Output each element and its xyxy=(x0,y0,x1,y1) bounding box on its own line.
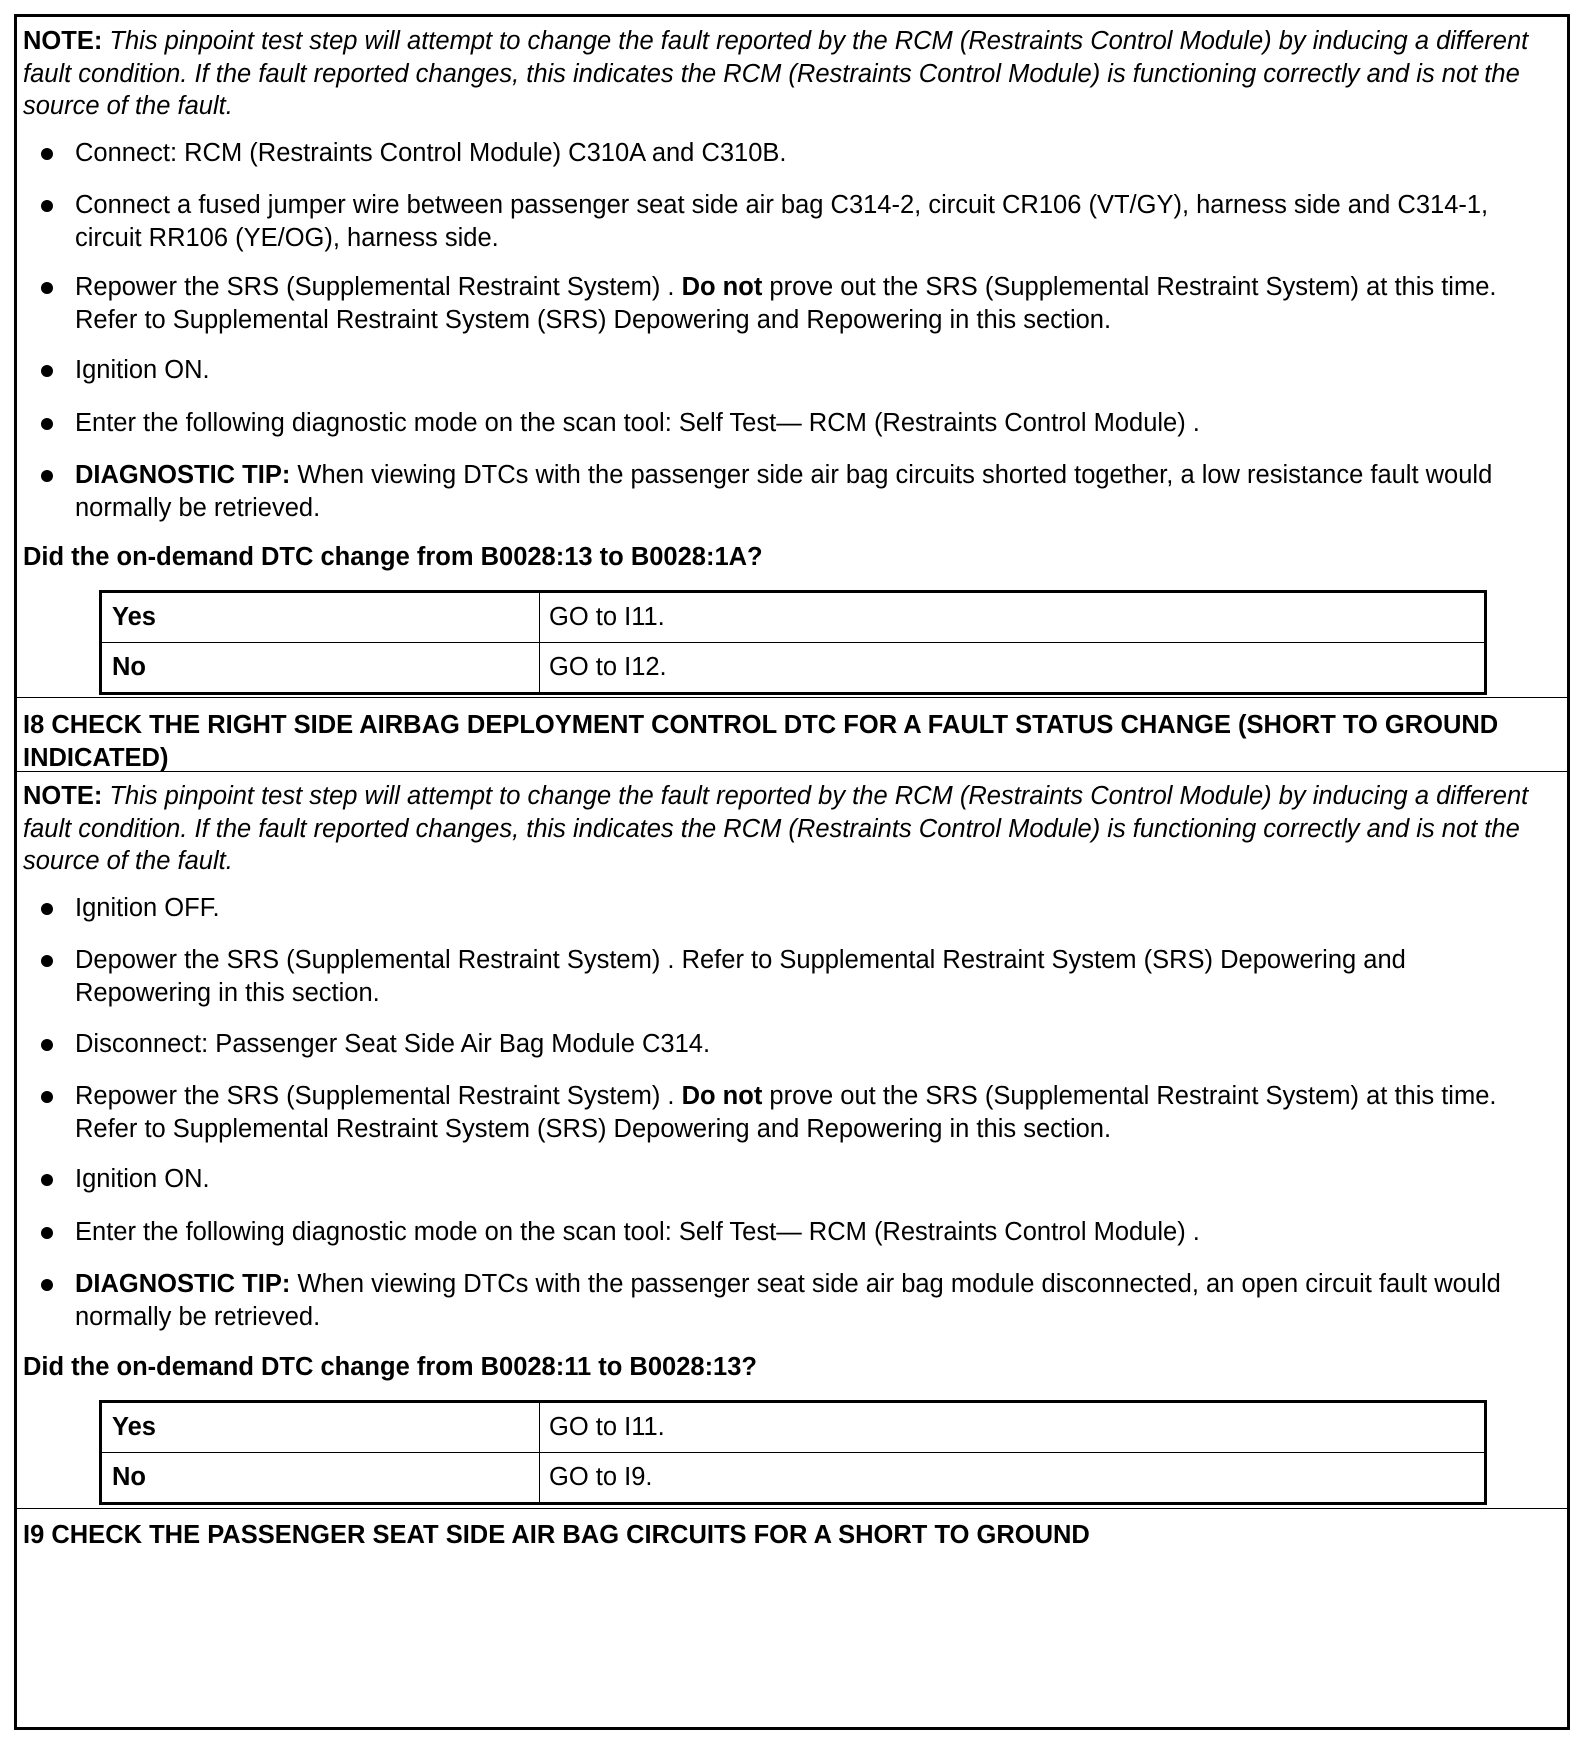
step-text: Ignition ON. xyxy=(75,1165,210,1193)
bullet-icon xyxy=(41,1091,53,1103)
answer-row-yes xyxy=(102,593,1484,643)
step-depower-srs xyxy=(75,944,1537,1009)
step-heading-i8: I8 CHECK THE RIGHT SIDE AIRBAG DEPLOYMENT CONTROL DTC FOR A FAULT STATUS CHANGE (SHORT TO GROUND INDICATED) xyxy=(23,711,1499,772)
answer-label: No xyxy=(112,1463,146,1491)
step-ignition-off xyxy=(75,892,1537,925)
bullet-icon xyxy=(41,1039,53,1051)
note-lead: NOTE: xyxy=(23,782,103,810)
answer-action: GO to I11. xyxy=(549,603,665,631)
note-block-1 xyxy=(23,25,1553,123)
step-repower-srs xyxy=(75,271,1537,336)
column-divider xyxy=(539,593,540,692)
bullet-icon xyxy=(41,903,53,915)
answer-action: GO to I11. xyxy=(549,1413,665,1441)
tip-text: When viewing DTCs with the passenger side air bag circuits shorted together, a low resistance fault would normally be retrieved. xyxy=(75,461,1493,522)
question-1: Did the on-demand DTC change from B0028:13 to B0028:1A? xyxy=(23,543,763,571)
step-heading-i9: I9 CHECK THE PASSENGER SEAT SIDE AIR BAG CIRCUITS FOR A SHORT TO GROUND xyxy=(23,1521,1090,1549)
bullet-icon xyxy=(41,470,53,482)
answer-label: No xyxy=(112,653,146,681)
procedure-page xyxy=(14,14,1570,1730)
step-text: Connect: RCM (Restraints Control Module) C310A and C310B. xyxy=(75,139,787,167)
tip-lead: DIAGNOSTIC TIP: xyxy=(75,1270,291,1298)
step-emphasis: Do not xyxy=(681,273,763,301)
bullet-icon xyxy=(41,1227,53,1239)
answer-row-no xyxy=(102,642,1484,693)
step-text: Connect a fused jumper wire between passenger seat side air bag C314-2, circuit CR106 (VT/GY), harness side and C314-1, circuit RR106 (YE/OG), harness side. xyxy=(75,191,1489,252)
step-disconnect-c314 xyxy=(75,1028,1537,1061)
step-text: Enter the following diagnostic mode on the scan tool: Self Test— RCM (Restraints Control Module) . xyxy=(75,1218,1200,1246)
answer-row-yes xyxy=(102,1403,1484,1453)
step-diagnostic-tip xyxy=(75,459,1537,524)
answer-table-2 xyxy=(99,1400,1487,1505)
bullet-icon xyxy=(41,1279,53,1291)
step-text-before: Repower the SRS (Supplemental Restraint System) . xyxy=(75,273,682,301)
bullet-icon xyxy=(41,200,53,212)
answer-label: Yes xyxy=(112,603,156,631)
answer-row-no xyxy=(102,1452,1484,1503)
question-2: Did the on-demand DTC change from B0028:11 to B0028:13? xyxy=(23,1353,757,1381)
bullet-icon xyxy=(41,282,53,294)
bullet-icon xyxy=(41,955,53,967)
step-text-before: Repower the SRS (Supplemental Restraint System) . xyxy=(75,1082,682,1110)
step-text: Disconnect: Passenger Seat Side Air Bag Module C314. xyxy=(75,1030,711,1058)
answer-action: GO to I12. xyxy=(549,653,667,681)
step-text: Enter the following diagnostic mode on the scan tool: Self Test— RCM (Restraints Control Module) . xyxy=(75,409,1200,437)
section-divider xyxy=(17,1508,1567,1509)
step-text-after: prove out the SRS (Supplemental Restraint System) at this time. Refer to Supplemental Restraint System (SRS) Depowering and Repowering in this section. xyxy=(75,273,1497,334)
answer-action: GO to I9. xyxy=(549,1463,653,1491)
bullet-icon xyxy=(41,418,53,430)
tip-text: When viewing DTCs with the passenger seat side air bag module disconnected, an open circuit fault would normally be retrieved. xyxy=(75,1270,1501,1331)
column-divider xyxy=(539,1403,540,1502)
note-lead: NOTE: xyxy=(23,27,103,55)
step-diagnostic-tip xyxy=(75,1268,1537,1333)
bullet-icon xyxy=(41,148,53,160)
step-text: Depower the SRS (Supplemental Restraint System) . Refer to Supplemental Restraint System (SRS) Depowering and Repowering in this section. xyxy=(75,946,1406,1007)
bullet-icon xyxy=(41,1174,53,1186)
bullet-icon xyxy=(41,365,53,377)
step-emphasis: Do not xyxy=(681,1082,763,1110)
note-block-2 xyxy=(23,780,1553,878)
section-divider xyxy=(17,771,1567,772)
step-enter-self-test xyxy=(75,407,1537,440)
step-text-after: prove out the SRS (Supplemental Restraint System) at this time. Refer to Supplemental Restraint System (SRS) Depowering and Repowering in this section. xyxy=(75,1082,1497,1143)
step-ignition-on xyxy=(75,1163,1537,1196)
step-connect-rcm xyxy=(75,137,1537,170)
step-repower-srs xyxy=(75,1080,1537,1145)
note-body: This pinpoint test step will attempt to change the fault reported by the RCM (Restraints Control Module) by inducing a different fault condition. If the fault reported changes, this indicates the RCM (Restraints Control Module) is functioning correctly and is not the source of the fault. xyxy=(23,27,1529,120)
step-text: Ignition OFF. xyxy=(75,894,220,922)
note-body: This pinpoint test step will attempt to change the fault reported by the RCM (Restraints Control Module) by inducing a different fault condition. If the fault reported changes, this indicates the RCM (Restraints Control Module) is functioning correctly and is not the source of the fault. xyxy=(23,782,1529,875)
answer-table-1 xyxy=(99,590,1487,695)
step-ignition-on xyxy=(75,354,1537,387)
step-connect-jumper xyxy=(75,189,1537,254)
answer-label: Yes xyxy=(112,1413,156,1441)
step-enter-self-test xyxy=(75,1216,1537,1249)
section-divider xyxy=(17,697,1567,698)
tip-lead: DIAGNOSTIC TIP: xyxy=(75,461,291,489)
step-text: Ignition ON. xyxy=(75,356,210,384)
